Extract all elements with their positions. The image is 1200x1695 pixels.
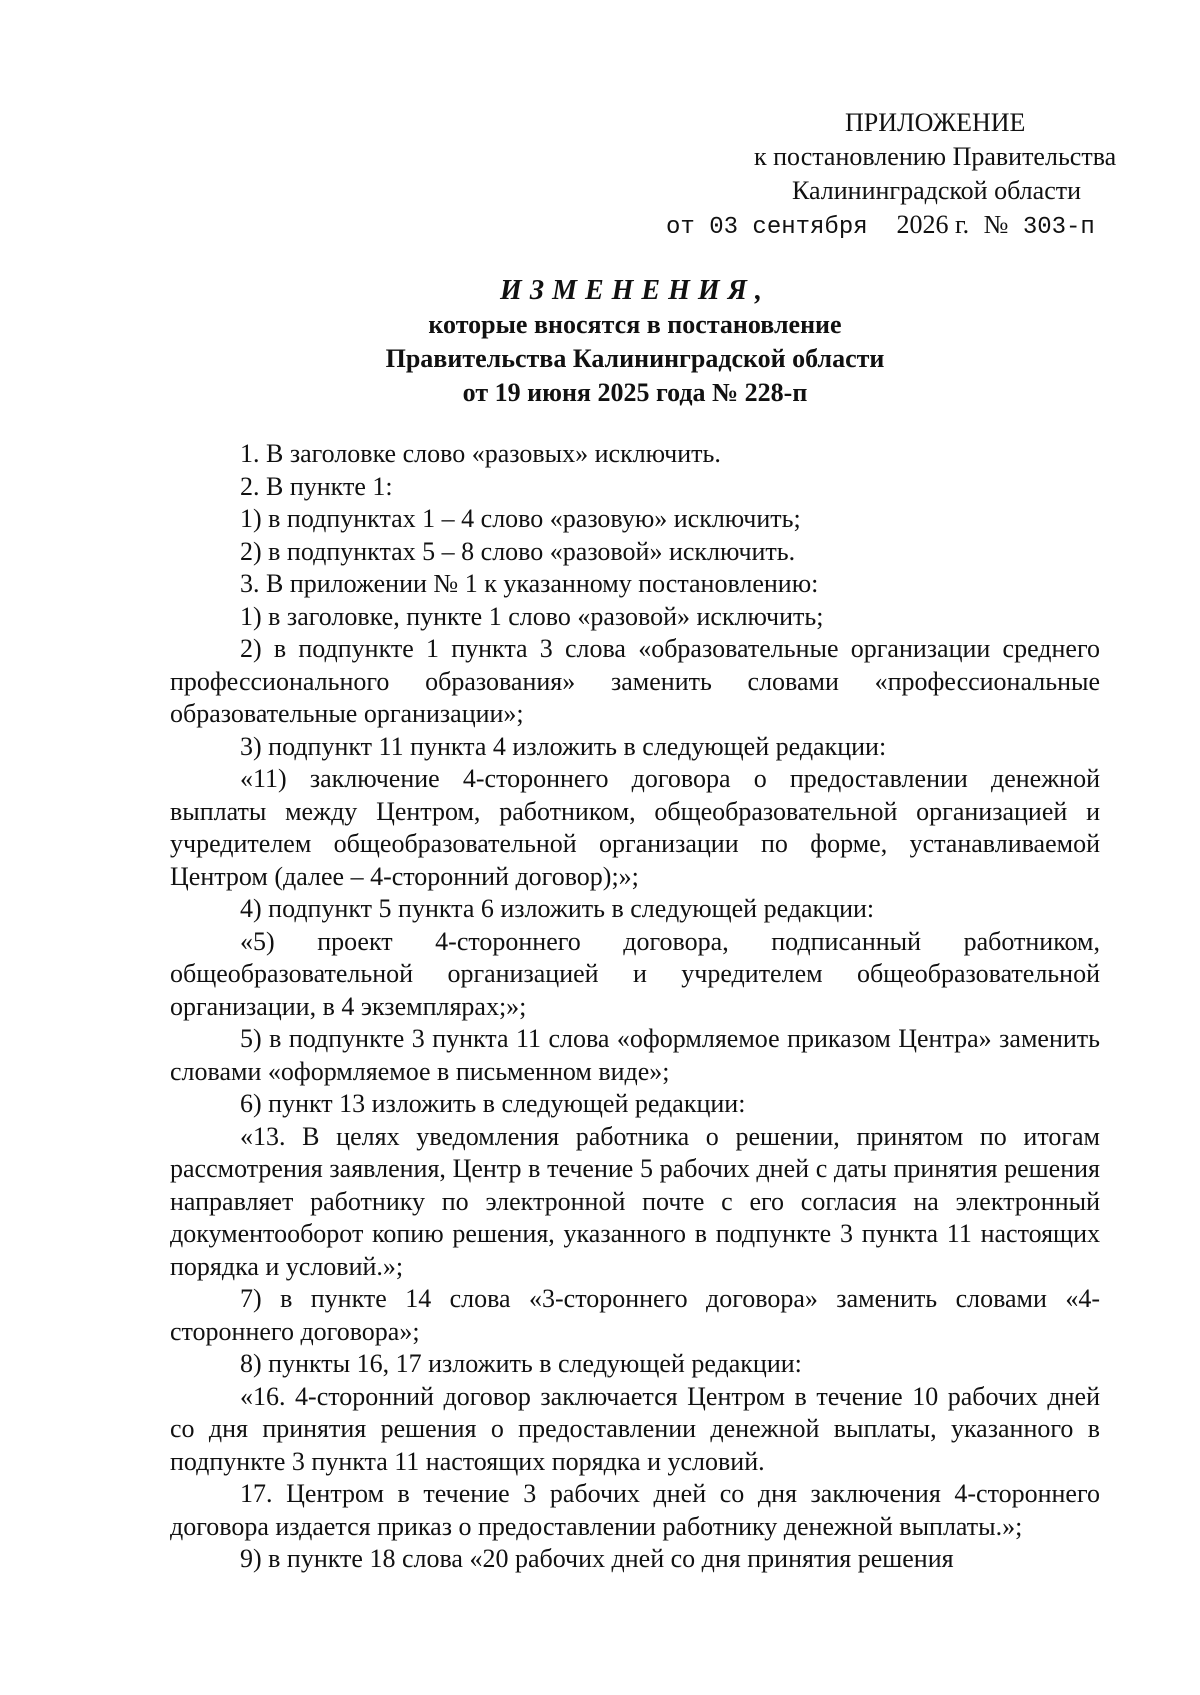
header-line-2: Правительства Калининградской области — [385, 344, 885, 373]
appendix-line-region: Калининградской области — [792, 176, 1082, 205]
document-body — [170, 438, 1100, 1576]
appendix-number-sign: № — [983, 210, 1009, 239]
header-line-1: которые вносятся в постановление — [428, 310, 842, 339]
paragraph-15: 7) в пункте 14 слова «3-стороннего договора» заменить словами «4-стороннего договора»; — [170, 1284, 1100, 1346]
paragraph-3: 1) в подпунктах 1 – 4 слово «разовую» исключить; — [240, 504, 801, 533]
appendix-year: 2026 г. — [896, 210, 970, 239]
paragraph-17: «16. 4-сторонний договор заключается Центром в течение 10 рабочих дней со дня принятия решения о предоставлении денежной выплаты, указанного в подпункте 3 пункта 11 настоящих порядка и условий. — [170, 1381, 1100, 1476]
paragraph-10: 4) подпункт 5 пункта 6 изложить в следующей редакции: — [240, 894, 875, 923]
appendix-title: ПРИЛОЖЕНИЕ — [845, 108, 1026, 137]
paragraph-12: 5) в подпункте 3 пункта 11 слова «оформляемое приказом Центра» заменить словами «оформляемое в письменном виде»; — [170, 1024, 1100, 1086]
paragraph-6: 1) в заголовке, пункте 1 слово «разовой» исключить; — [240, 601, 824, 631]
paragraph-13: 6) пункт 13 изложить в следующей редакции: — [240, 1089, 746, 1118]
appendix-block — [560, 106, 1120, 245]
appendix-number: 303-п — [1022, 214, 1095, 241]
paragraph-1: 1. В заголовке слово «разовых» исключить. — [240, 439, 721, 468]
paragraph-9: «11) заключение 4-стороннего договора о предоставлении денежной выплаты между Центром, работником, общеобразовательной организацией и учредителем общеобразовательной организации по форме, устанавливаемой Центром (далее – 4-сторонний договор);»; — [170, 764, 1100, 891]
paragraph-2: 2. В пункте 1: — [240, 471, 393, 501]
header-line-3: от 19 июня 2025 года № 228-п — [462, 378, 808, 407]
paragraph-4: 2) в подпунктах 5 – 8 слово «разовой» исключить. — [240, 536, 796, 566]
document-title: ИЗМЕНЕНИЯ, — [500, 275, 770, 306]
appendix-line-resolution: к постановлению Правительства — [754, 142, 1117, 171]
paragraph-11: «5) проект 4-стороннего договора, подписанный работником, общеобразовательной организацией и учредителем общеобразовательной организации, в 4 экземплярах;»; — [170, 926, 1100, 1021]
paragraph-19: 9) в пункте 18 слова «20 рабочих дней со дня принятия решения — [240, 1544, 954, 1573]
paragraph-5: 3. В приложении № 1 к указанному постановлению: — [240, 569, 819, 598]
paragraph-7: 2) в подпункте 1 пункта 3 слова «образовательные организации среднего профессионального образования» заменить словами «профессиональные образовательные организации»; — [170, 634, 1100, 728]
paragraph-16: 8) пункты 16, 17 изложить в следующей редакции: — [240, 1349, 802, 1378]
document-header — [170, 274, 1100, 410]
paragraph-8: 3) подпункт 11 пункта 4 изложить в следующей редакции: — [240, 731, 887, 761]
appendix-date: от 03 сентября — [666, 214, 868, 241]
paragraph-18: 17. Центром в течение 3 рабочих дней со дня заключения 4-стороннего договора издается приказ о предоставлении работнику денежной выплаты.»; — [170, 1479, 1100, 1541]
appendix-date-line — [560, 208, 1120, 245]
paragraph-14: «13. В целях уведомления работника о решении, принятом по итогам рассмотрения заявления, Центр в течение 5 рабочих дней с даты принятия решения направляет работнику по электронной почте с его согласия на электронный документооборот копию решения, указанного в подпункте 3 пункта 11 настоящих порядка и условий.»; — [170, 1121, 1100, 1281]
